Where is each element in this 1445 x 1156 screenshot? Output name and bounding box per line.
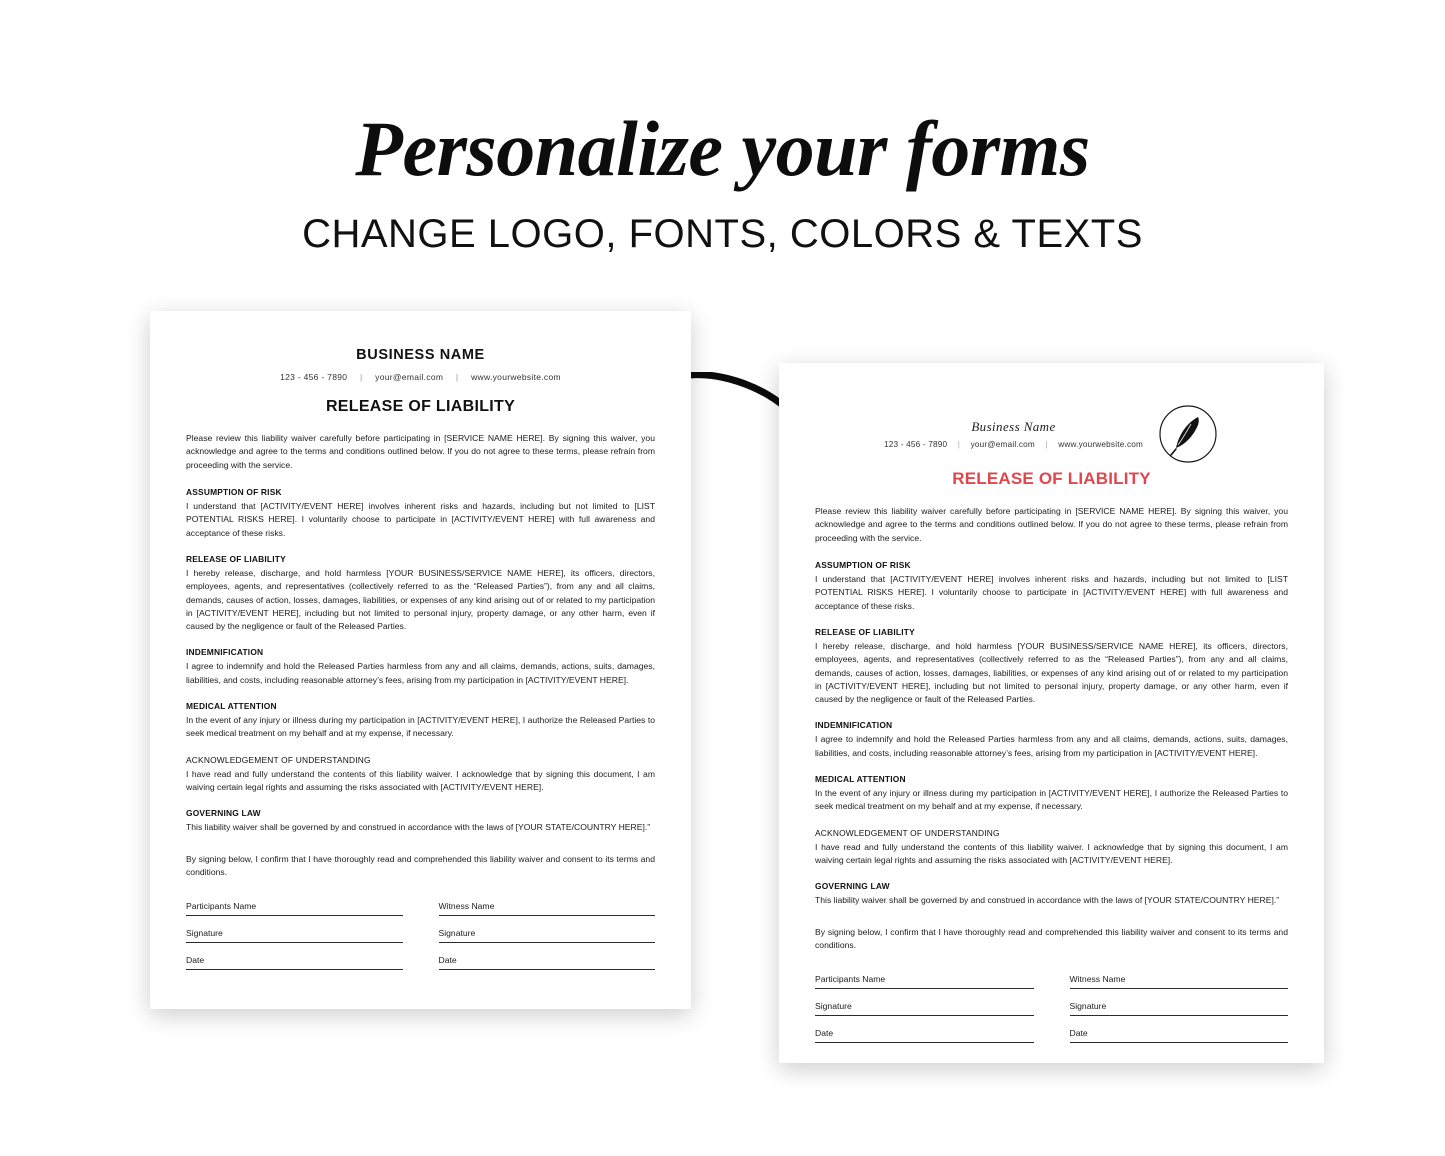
intro-paragraph: Please review this liability waiver carefully before participating in [SERVICE NAME HERE]. By signing this waiver, you acknowledge and agree to the terms and conditions outlined below. If you do not agree to these terms, please refrain from proceeding with the service. — [186, 433, 655, 470]
field-witness-name[interactable]: Witness Name — [1070, 974, 1289, 989]
field-witness-date[interactable]: Date — [1070, 1028, 1289, 1043]
field-participants-name[interactable]: Participants Name — [186, 901, 403, 916]
section-body-indemnification: I agree to indemnify and hold the Released Parties harmless from any and all claims, demands, actions, suits, damages, liabilities, and costs, including reasonable attorney’s fees, arising from my participation in [ACTIVITY/EVENT HERE]. — [186, 661, 655, 685]
email-left: your@email.com — [375, 372, 444, 382]
document-page-branded[interactable] — [779, 363, 1324, 1063]
document-title-left: RELEASE OF LIABILITY — [325, 398, 516, 415]
section-heading-indemnification: INDEMNIFICATION — [186, 647, 264, 658]
section-body-governing-law: This liability waiver shall be governed by and construed in accordance with the laws of [YOUR STATE/COUNTRY HERE].” — [186, 822, 651, 833]
section-heading-acknowledgement: ACKNOWLEDGEMENT OF UNDERSTANDING — [186, 754, 371, 765]
signature-column-witness — [439, 901, 656, 982]
section-body-governing-law: This liability waiver shall be governed by and construed in accordance with the laws of [YOUR STATE/COUNTRY HERE].” — [815, 895, 1280, 906]
page-subtitle: CHANGE LOGO, FONTS, COLORS & TEXTS — [302, 212, 1143, 256]
feather-quill-circle-logo-icon — [1157, 403, 1219, 465]
section-body-release-of-liability: I hereby release, discharge, and hold harmless [YOUR BUSINESS/SERVICE NAME HERE], its officers, directors, employees, agents, and representatives (collectively referred to as the “Released Parties”), from any and all claims, demands, causes of action, losses, damages, liabilities, or expenses of any kind arising out of or related to my participation in [ACTIVITY/EVENT HERE], including but not limited to personal injury, property damage, or any other harm, even if caused by the negligence or fault of the Released Parties. — [815, 640, 1288, 705]
field-participant-date[interactable]: Date — [186, 955, 403, 970]
contact-row-right — [884, 440, 1143, 449]
contact-row-left — [186, 372, 655, 382]
field-witness-signature[interactable]: Signature — [439, 928, 656, 943]
section-heading-governing-law: GOVERNING LAW — [186, 808, 261, 819]
section-body-acknowledgement: I have read and fully understand the contents of this liability waiver. I acknowledge that by signing this document, I am waiving certain legal rights and assuming the risks associated with [ACTIVITY/EVENT HERE]. — [186, 768, 655, 792]
section-body-acknowledgement: I have read and fully understand the contents of this liability waiver. I acknowledge that by signing this document, I am waiving certain legal rights and assuming the risks associated with [ACTIVITY/EVENT HERE]. — [815, 841, 1288, 865]
signature-grid-right — [815, 974, 1288, 1055]
divider: | — [957, 440, 961, 449]
signature-column-participant — [815, 974, 1034, 1055]
closing-paragraph: By signing below, I confirm that I have thoroughly read and comprehended this liability waiver and consent to its terms and conditions. — [186, 853, 655, 877]
section-heading-acknowledgement: ACKNOWLEDGEMENT OF UNDERSTANDING — [815, 827, 1000, 838]
section-heading-assumption-of-risk: ASSUMPTION OF RISK — [186, 486, 282, 497]
section-heading-release-of-liability: RELEASE OF LIABILITY — [815, 626, 915, 637]
field-witness-name[interactable]: Witness Name — [439, 901, 656, 916]
field-participants-name[interactable]: Participants Name — [815, 974, 1034, 989]
field-participant-signature[interactable]: Signature — [815, 1001, 1034, 1016]
section-heading-assumption-of-risk: ASSUMPTION OF RISK — [815, 559, 911, 570]
field-participant-date[interactable]: Date — [815, 1028, 1034, 1043]
website-right: www.yourwebsite.com — [1058, 440, 1144, 449]
intro-paragraph: Please review this liability waiver carefully before participating in [SERVICE NAME HERE]. By signing this waiver, you acknowledge and agree to the terms and conditions outlined below. If you do not agree to these terms, please refrain from proceeding with the service. — [815, 506, 1288, 543]
document-page-plain[interactable] — [150, 311, 691, 1009]
phone-left: 123 - 456 - 7890 — [280, 372, 348, 382]
signature-column-witness — [1070, 974, 1289, 1055]
business-name-script: Business Name — [971, 419, 1056, 434]
website-left: www.yourwebsite.com — [471, 372, 561, 382]
section-heading-medical-attention: MEDICAL ATTENTION — [186, 701, 277, 712]
section-heading-governing-law: GOVERNING LAW — [815, 881, 890, 892]
field-witness-date[interactable]: Date — [439, 955, 656, 970]
section-body-medical-attention: In the event of any injury or illness during my participation in [ACTIVITY/EVENT HERE], I authorize the Released Parties to seek medical treatment on my behalf and at my expense, if necessary. — [815, 788, 1288, 812]
divider: | — [455, 372, 459, 382]
closing-paragraph: By signing below, I confirm that I have thoroughly read and comprehended this liability waiver and consent to its terms and conditions. — [815, 926, 1288, 950]
signature-grid-left — [186, 901, 655, 982]
branded-header-text — [884, 419, 1143, 449]
field-participant-signature[interactable]: Signature — [186, 928, 403, 943]
section-body-release-of-liability: I hereby release, discharge, and hold harmless [YOUR BUSINESS/SERVICE NAME HERE], its officers, directors, employees, agents, and representatives (collectively referred to as the “Released Parties”), from any and all claims, demands, causes of action, losses, damages, liabilities, or expenses of any kind arising out of or related to my participation in [ACTIVITY/EVENT HERE], including but not limited to personal injury, property damage, or any other harm, even if caused by the negligence or fault of the Released Parties. — [186, 567, 655, 632]
section-body-assumption-of-risk: I understand that [ACTIVITY/EVENT HERE] involves inherent risks and hazards, including but not limited to [LIST POTENTIAL RISKS HERE]. I voluntarily choose to participate in [ACTIVITY/EVENT HERE] with full awareness and acceptance of these risks. — [186, 500, 655, 538]
email-right: your@email.com — [970, 440, 1035, 449]
divider: | — [359, 372, 363, 382]
divider: | — [1045, 440, 1048, 449]
section-heading-medical-attention: MEDICAL ATTENTION — [815, 774, 906, 785]
page-title: Personalize your forms — [355, 105, 1090, 192]
section-body-indemnification: I agree to indemnify and hold the Released Parties harmless from any and all claims, demands, actions, suits, damages, liabilities, and costs, including reasonable attorney’s fees, arising from my participation in [ACTIVITY/EVENT HERE]. — [815, 734, 1288, 758]
section-heading-indemnification: INDEMNIFICATION — [815, 720, 893, 731]
section-body-assumption-of-risk: I understand that [ACTIVITY/EVENT HERE] involves inherent risks and hazards, including but not limited to [LIST POTENTIAL RISKS HERE]. I voluntarily choose to participate in [ACTIVITY/EVENT HERE] with full awareness and acceptance of these risks. — [815, 573, 1288, 611]
branded-header — [815, 403, 1288, 465]
signature-column-participant — [186, 901, 403, 982]
section-body-medical-attention: In the event of any injury or illness during my participation in [ACTIVITY/EVENT HERE], I authorize the Released Parties to seek medical treatment on my behalf and at my expense, if necessary. — [186, 715, 655, 739]
field-witness-signature[interactable]: Signature — [1070, 1001, 1289, 1016]
phone-right: 123 - 456 - 7890 — [883, 440, 948, 449]
business-name-plain: BUSINESS NAME — [356, 347, 485, 363]
document-title-right: RELEASE OF LIABILITY — [952, 469, 1151, 488]
section-heading-release-of-liability: RELEASE OF LIABILITY — [186, 553, 286, 564]
